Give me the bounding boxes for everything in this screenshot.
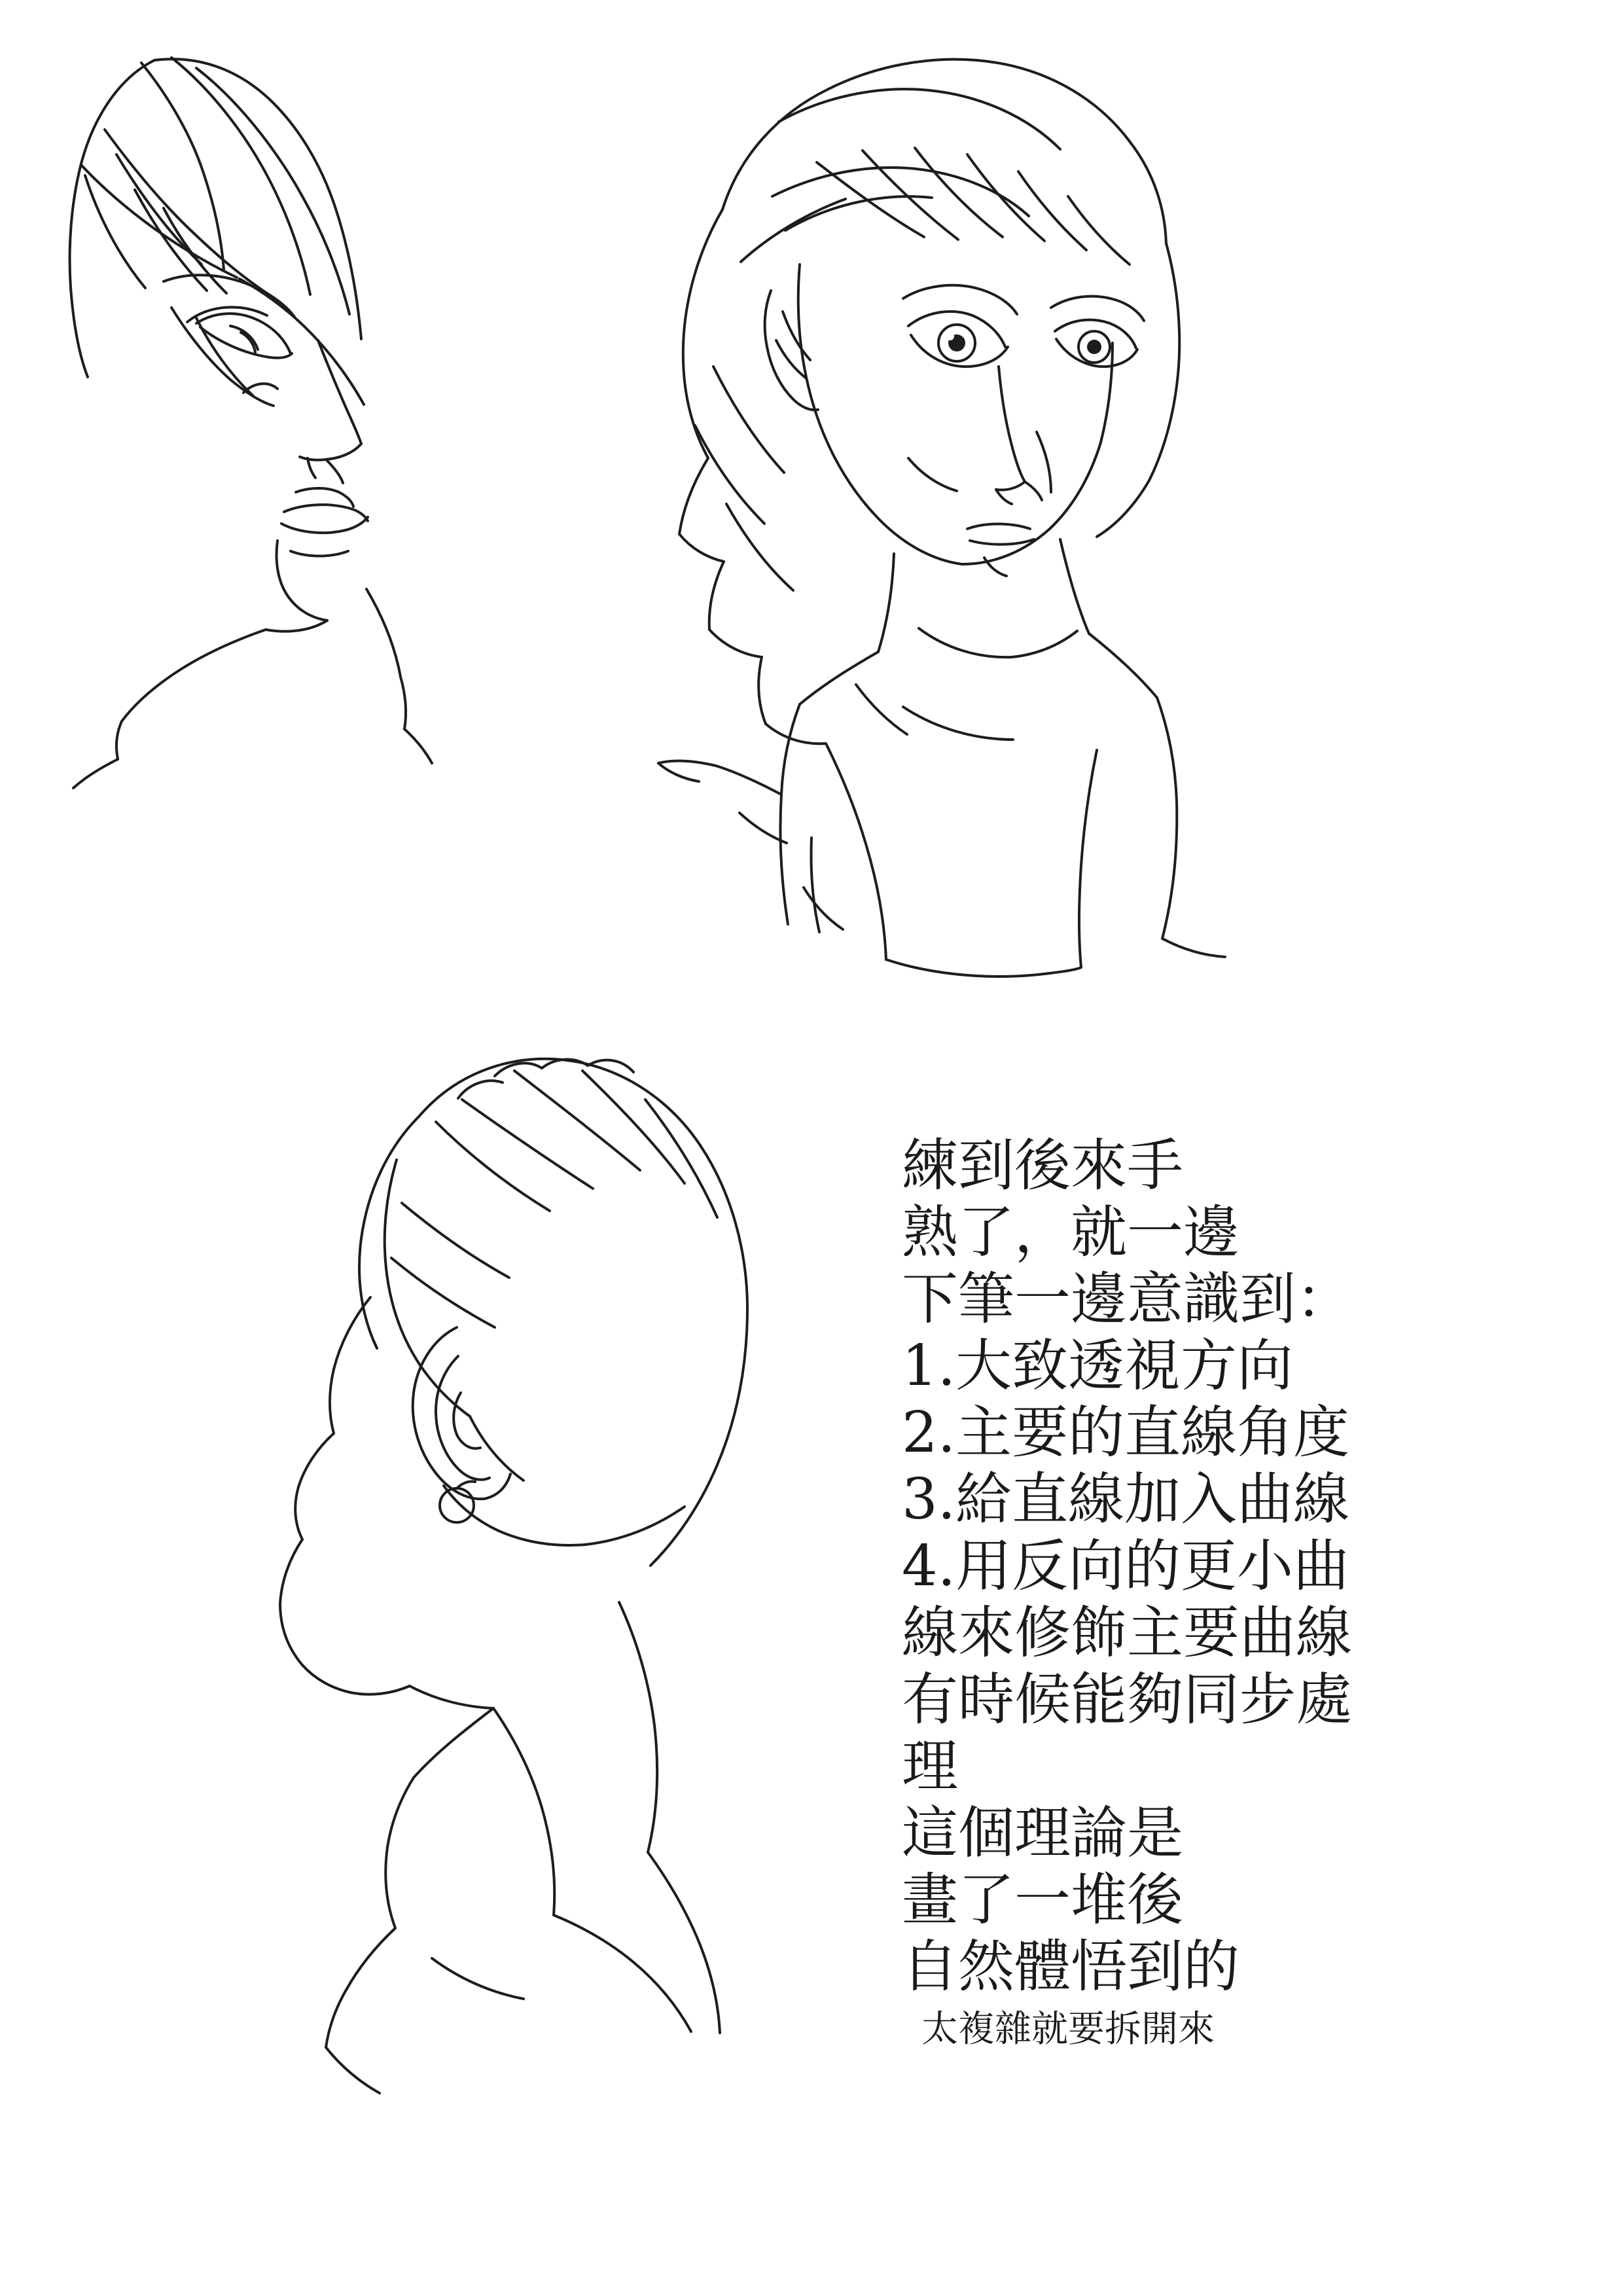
note-line: 2.主要的直線角度 (902, 1400, 1350, 1465)
note-line: 3.給直線加入曲線 (902, 1467, 1350, 1532)
note-line: 練到後來手 (902, 1133, 1183, 1198)
note-line: 熟了，就一邊 (902, 1200, 1240, 1265)
note-footnote: 太複雜就要拆開來 (921, 2008, 1215, 2051)
note-line: 理 (902, 1734, 958, 1799)
note-line: 線來修飾主要曲線 (902, 1600, 1352, 1666)
note-line: 自然體悟到的 (902, 1934, 1240, 2000)
note-line: 1.大致透視方向 (902, 1333, 1294, 1399)
profile-face-sketch (70, 58, 432, 788)
note-line: 下筆一邊意識到： (902, 1266, 1352, 1332)
note-line: 畫了一堆後 (902, 1867, 1183, 1933)
handwritten-notes (902, 1132, 1569, 2053)
note-line: 4.用反向的更小曲 (902, 1534, 1350, 1599)
three-quarter-portrait-sketch (658, 60, 1225, 977)
back-three-quarter-head-sketch (280, 1059, 747, 2093)
note-line: 這個理論是 (902, 1801, 1183, 1866)
note-line: 有時候能夠同步處 (902, 1667, 1352, 1732)
